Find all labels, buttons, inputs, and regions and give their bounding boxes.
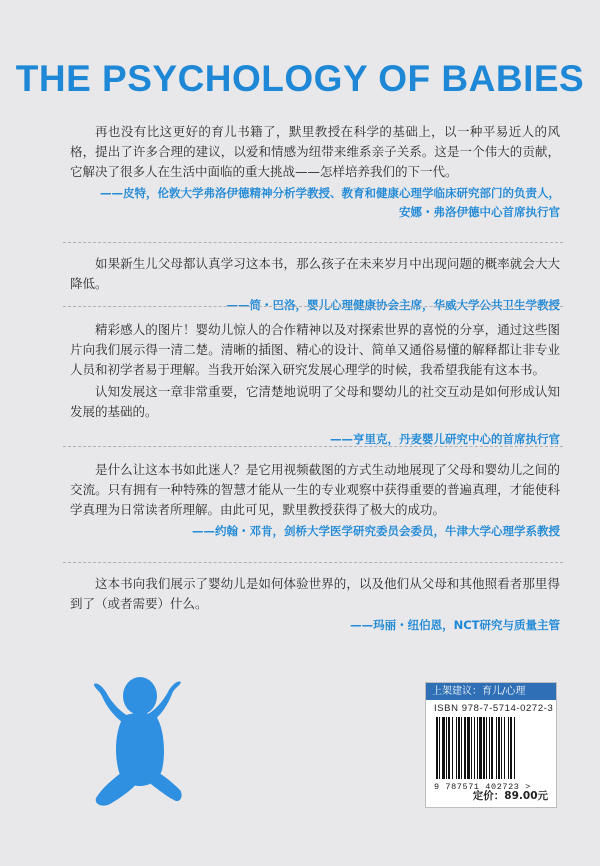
divider bbox=[63, 562, 563, 563]
review-4-text: 是什么让这本书如此迷人？是它用视频截图的方式生动地展现了父母和婴幼儿之间的交流。只有拥有一种特殊的智慧才能从一生的专业观察中获得重要的普遍真理，才能使科学真理为日常读者所理解。由此可见，默里教授获得了极大的成功。 bbox=[70, 462, 560, 517]
review-1-attribution-line1: ——皮特，伦敦大学弗洛伊德精神分析学教授、教育和健康心理学临床研究部门的负责人， bbox=[100, 186, 560, 200]
baby-silhouette-icon bbox=[88, 660, 188, 820]
barcode-icon bbox=[434, 717, 548, 781]
book-title: THE PSYCHOLOGY OF BABIES bbox=[15, 58, 585, 99]
review-5 bbox=[70, 574, 560, 635]
review-2-attribution: ——简・巴洛，婴儿心理健康协会主席，华威大学公共卫生学教授 bbox=[226, 298, 560, 312]
review-2-text: 如果新生儿父母都认真学习这本书，那么孩子在未来岁月中出现问题的概率就会大大降低。 bbox=[70, 256, 560, 291]
review-5-text: 这本书向我们展示了婴幼儿是如何体验世界的，以及他们从父母和其他照看者那里得到了（或者需要）什么。 bbox=[70, 576, 560, 611]
review-1-attribution-line2: 安娜・弗洛伊德中心首席执行官 bbox=[399, 205, 560, 219]
review-4 bbox=[70, 460, 560, 541]
divider bbox=[63, 306, 563, 307]
shelf-suggestion: 上架建议：育儿/心理 bbox=[426, 683, 556, 700]
review-1-text: 再也没有比这更好的育儿书籍了，默里教授在科学的基础上，以一种平易近人的风格，提出了许多合理的建议，以爱和情感为纽带来维系亲子关系。这是一个伟大的贡献，它解决了很多人在生活中面临的重大挑战——怎样培养我们的下一代。 bbox=[70, 124, 560, 179]
price-barcode-box bbox=[425, 682, 557, 808]
divider bbox=[63, 242, 563, 243]
price-text: 定价：89.00元 bbox=[472, 790, 548, 802]
review-4-attribution: ——约翰・邓肯，剑桥大学医学研究委员会委员，牛津大学心理学系教授 bbox=[192, 524, 560, 538]
barcode-number: 9 787571 402723 > bbox=[434, 782, 531, 792]
review-3-text-1: 精彩感人的图片！婴幼儿惊人的合作精神以及对探索世界的喜悦的分享，通过这些图片向我们展示得一清二楚。清晰的插图、精心的设计、简单又通俗易懂的解释都让非专业人员和初学者易于理解。当我开始深入研究发展心理学的时候，我希望我能有这本书。 bbox=[70, 322, 560, 377]
review-1 bbox=[70, 122, 560, 222]
review-3 bbox=[70, 320, 560, 449]
review-3-text-2: 认知发展这一章非常重要，它清楚地说明了父母和婴幼儿的社交互动是如何形成认知发展的基础的。 bbox=[70, 384, 560, 419]
review-5-attribution: ——玛丽・纽伯恩，NCT研究与质量主管 bbox=[350, 618, 560, 632]
divider bbox=[63, 446, 563, 447]
review-3-attribution: ——亨里克，丹麦婴儿研究中心的首席执行官 bbox=[330, 432, 560, 446]
isbn-text: ISBN 978-7-5714-0272-3 bbox=[434, 703, 554, 714]
